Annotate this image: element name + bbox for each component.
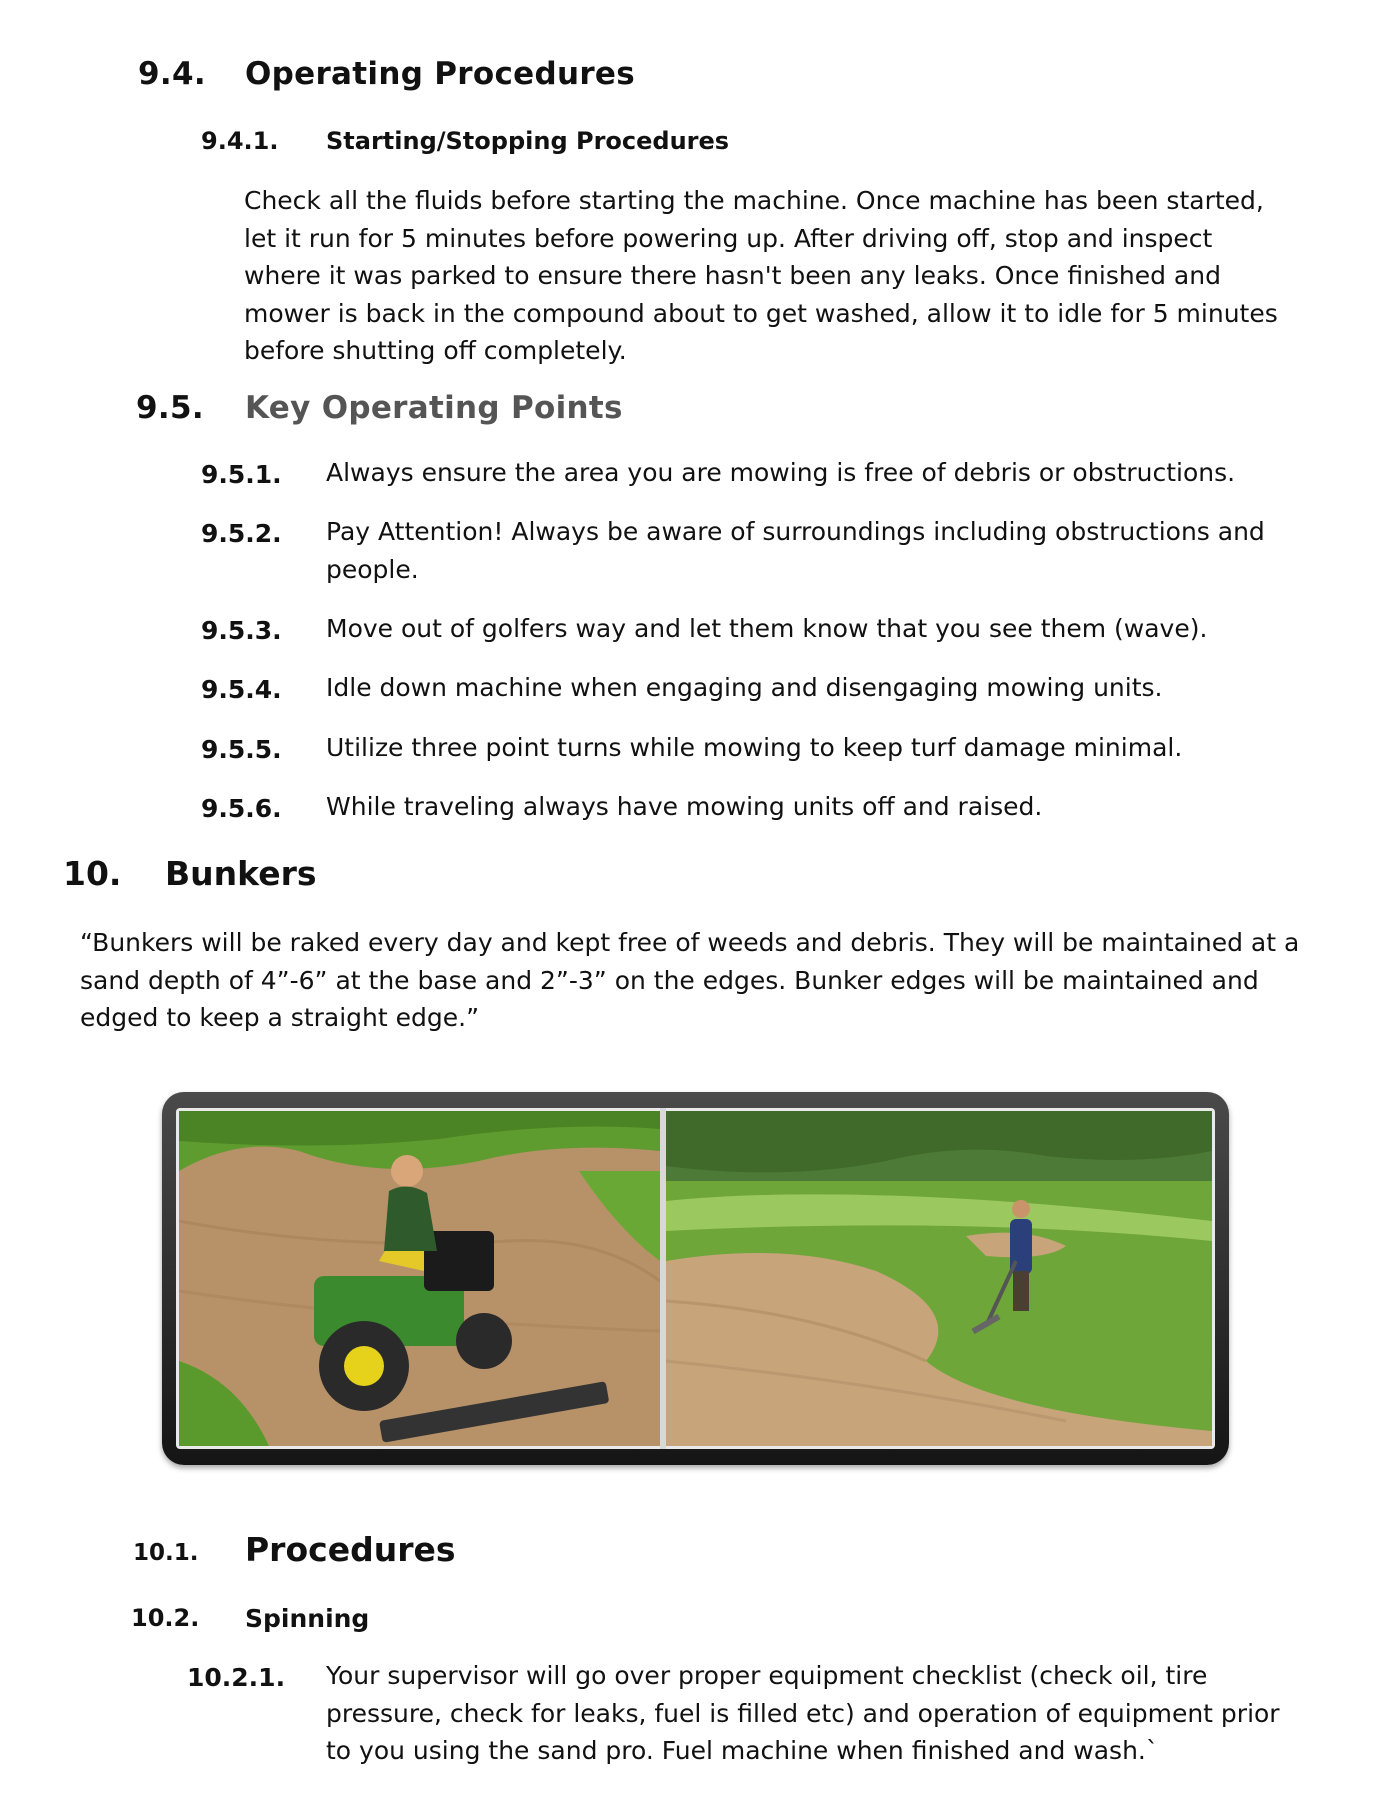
paragraph-line: mower is back in the compound about to get washed, allow it to idle for 5 minutes	[244, 298, 1278, 328]
section-number-9-4: 9.4.	[138, 56, 206, 92]
item-line: While traveling always have mowing units off and raised.	[326, 792, 1043, 821]
item-text-9-5-5	[326, 729, 1300, 767]
item-line: people.	[326, 554, 419, 584]
item-line: Your supervisor will go over proper equipment checklist (check oil, tire	[326, 1661, 1208, 1690]
section-number-10-1: 10.1.	[133, 1540, 199, 1566]
hand-rake-photo	[666, 1111, 1212, 1446]
paragraph-line: let it run for 5 minutes before powering up. After driving off, stop and inspect	[244, 223, 1213, 253]
bunker-photo-banner	[162, 1092, 1229, 1465]
section-title-procedures: Procedures	[245, 1530, 456, 1569]
sand-pro-photo	[179, 1111, 660, 1446]
starting-stopping-paragraph	[244, 182, 1298, 370]
section-title-key-operating-points: Key Operating Points	[245, 390, 623, 426]
subsection-title-starting-stopping: Starting/Stopping Procedures	[326, 127, 730, 155]
section-title-spinning: Spinning	[245, 1604, 370, 1633]
item-text-9-5-3	[326, 610, 1300, 648]
quote-line: edged to keep a straight edge.”	[80, 1003, 480, 1032]
item-text-9-5-2	[326, 513, 1300, 588]
paragraph-line: Check all the fluids before starting the machine. Once machine has been started,	[244, 186, 1264, 215]
item-line: to you using the sand pro. Fuel machine when finished and wash.`	[326, 1736, 1159, 1765]
item-text-9-5-1	[326, 454, 1300, 492]
paragraph-line: where it was parked to ensure there hasn't been any leaks. Once finished and	[244, 261, 1221, 290]
paragraph-line: before shutting off completely.	[244, 336, 627, 365]
item-line: Move out of golfers way and let them know that you see them (wave).	[326, 614, 1208, 643]
section-number-9-5: 9.5.	[136, 390, 204, 426]
item-number-9-5-2: 9.5.2.	[201, 519, 282, 548]
item-line: pressure, check for leaks, fuel is filled etc) and operation of equipment prior	[326, 1698, 1280, 1728]
quote-line: sand depth of 4”-6” at the base and 2”-3” on the edges. Bunker edges will be maintained and	[80, 965, 1259, 995]
quote-line: “Bunkers will be raked every day and kept free of weeds and debris. They will be maintained at a	[80, 928, 1300, 957]
section-number-10: 10.	[63, 854, 122, 893]
item-number-9-5-1: 9.5.1.	[201, 460, 282, 489]
item-line: Utilize three point turns while mowing to keep turf damage minimal.	[326, 733, 1183, 762]
item-text-10-2-1	[326, 1657, 1300, 1770]
item-line: Idle down machine when engaging and disengaging mowing units.	[326, 673, 1163, 702]
section-number-10-2: 10.2.	[131, 1604, 200, 1632]
item-number-9-5-4: 9.5.4.	[201, 675, 282, 704]
item-number-9-5-5: 9.5.5.	[201, 735, 282, 764]
item-number-9-5-3: 9.5.3.	[201, 616, 282, 645]
section-title-operating-procedures: Operating Procedures	[245, 56, 636, 92]
bunkers-quote	[80, 924, 1305, 1037]
section-title-bunkers: Bunkers	[165, 854, 317, 893]
item-number-9-5-6: 9.5.6.	[201, 794, 282, 823]
item-line: Pay Attention! Always be aware of surroundings including obstructions and	[326, 517, 1265, 546]
item-text-9-5-4	[326, 669, 1300, 707]
item-line: Always ensure the area you are mowing is free of debris or obstructions.	[326, 458, 1236, 487]
item-number-10-2-1: 10.2.1.	[187, 1663, 286, 1692]
subsection-number-9-4-1: 9.4.1.	[201, 127, 279, 155]
item-text-9-5-6	[326, 788, 1300, 826]
